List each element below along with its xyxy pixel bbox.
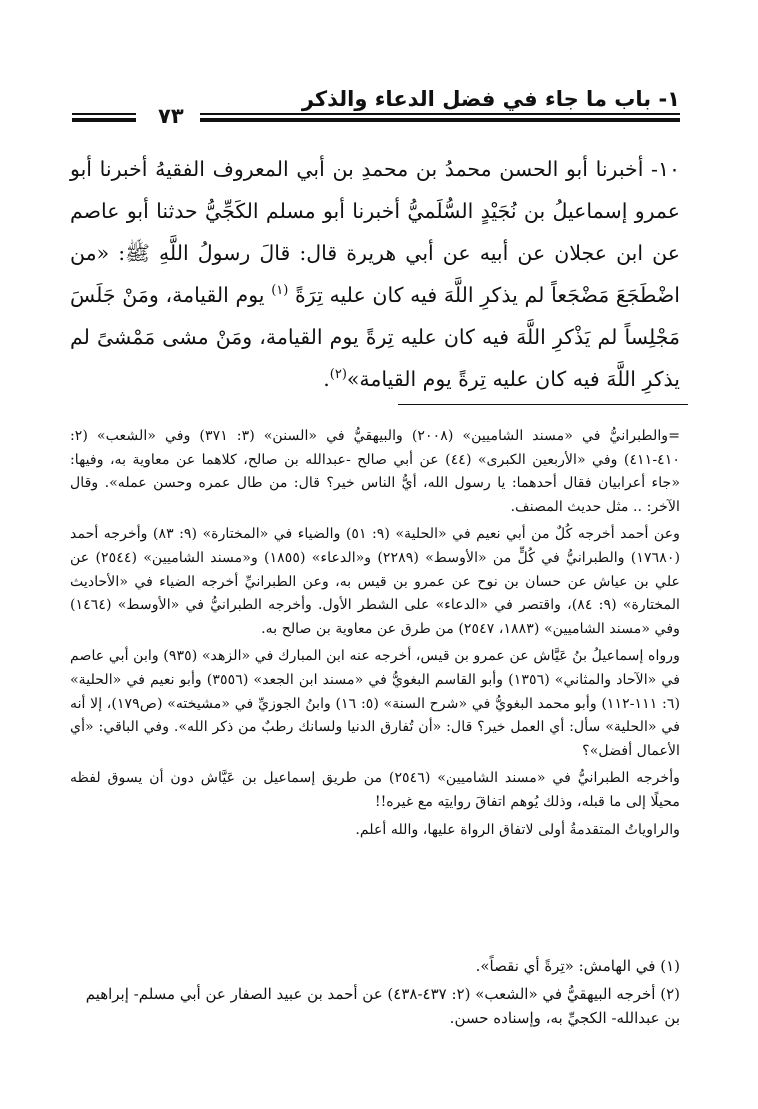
footnote-marker-1: (١) bbox=[271, 283, 289, 299]
chapter-title: ١- باب ما جاء في فضل الدعاء والذكر bbox=[301, 87, 680, 111]
page-header bbox=[72, 86, 680, 126]
header-rule-right-thick bbox=[200, 118, 680, 122]
note-paragraph-2: وعن أحمد أخرجه كُلٌ من أبي نعيم في «الحلية» (٩: ٥١) والضياء في «المختارة» (٩: ٨٣) وأخرجه أحمد (١٧٦٨٠) والطبرانيُّ في كُلٍّ من «الأوسط» (٢٢٨٩) و«الدعاء» (١٨٥٥) و«مسند الشاميين» (٢٥٤٤) عن علي بن عياش عن حسان بن نوح عن عمرو بن قيس به، وعن الطبرانيِّ أخرجه الضياء في «الأحاديث المختارة» (٩: ٨٤)، واقتصر في «الدعاء» على الشطر الأول. وأخرجه الطبرانيُّ في «الأوسط» (١٤٦٤) وفي «مسند الشاميين» (١٨٨٣، ٢٥٤٧) من طرق عن معاوية بن صالح به. bbox=[70, 526, 681, 637]
header-rule-left-thick bbox=[72, 118, 136, 122]
footnote-separator bbox=[398, 404, 688, 405]
note-paragraph-3: ورواه إسماعيلُ بنُ عَيَّاش عن عمرو بن قيس، أخرجه عنه ابن المبارك في «الزهد» (٩٣٥) وابن أبي عاصم في «الآحاد والمثاني» (١٣٥٦) وأبو القاسم البغويُّ في «مسند ابن الجعد» (٣٥٥٦) وأبو نعيم في «الحلية» (٦: ١١١-١١٢) وأبو محمد البغويُّ في «شرح السنة» (٥: ١٦) وابنُ الجوزيِّ في «مشيخته» (ص١٧٩)، إلا أنه في «الحلية» سأل: أي العمل خير؟ قال: «أن تُفارق الدنيا ولسانك رطبٌ من ذكر الله». وفي الباقي: «أي الأعمال أفضل»؟ bbox=[70, 648, 681, 759]
hadith-text-end: . bbox=[323, 367, 330, 391]
header-rule-right-thin bbox=[200, 113, 680, 115]
hadith-text-part-2: يوم القيامة، ومَنْ جَلَسَ مَجْلِساً لم يَذْكرِ اللَّهَ فيه كان عليه تِرةً يوم القيامة، ومَنْ مشى مَمْشىً لم يذكرِ اللَّهَ فيه كان عليه تِرةً يوم القيامة» bbox=[70, 283, 680, 391]
hadith-paragraph bbox=[70, 148, 680, 400]
header-rule-left-thin bbox=[72, 113, 136, 115]
footnotes bbox=[70, 954, 680, 1034]
footnote-2: (٢) أخرجه البيهقيُّ في «الشعب» (٢: ٤٣٧-٤٣٨) عن أحمد بن عبيد الصفار عن أبي مسلم- إبراهيم بن عبدالله- الكجيِّ به، وإسناده حسن. bbox=[85, 985, 680, 1027]
hadith-text bbox=[70, 148, 680, 400]
note-paragraph-5: والراوياتُ المتقدمةُ أولى لاتفاق الرواة عليها، والله أعلم. bbox=[355, 821, 680, 838]
hadith-text-part-1: ١٠- أخبرنا أبو الحسن محمدُ بن محمدِ بن أبي المعروف الفقيهُ أخبرنا أبو عمرو إسماعيلُ بن نُجَيْدٍ السُّلَميُّ أخبرنا أبو مسلم الكَجِّيُّ حدثنا أبو عاصم عن ابن عجلان عن أبيه عن أبي هريرة قال: قالَ رسولُ اللَّهِ ﷺ: «من اضْطَجَعَ مَضْجَعاً لم يذكرِ اللَّهَ فيه كان عليه تِرَةً bbox=[70, 157, 680, 307]
commentary-notes bbox=[70, 425, 680, 846]
page-number: ٧٣ bbox=[158, 104, 184, 128]
note-paragraph-4: وأخرجه الطبرانيُّ في «مسند الشاميين» (٢٥٤٦) من طريق إسماعيل بن عَيَّاش دون أن يسوق لفظه محيلًا إلى ما قبله، وذلك يُوهم اتفاقَ روايتِه مع غيره!! bbox=[70, 770, 680, 810]
footnote-marker-2: (٢) bbox=[329, 367, 347, 383]
footnote-1: (١) في الهامش: «تِرةً أي نقصاً». bbox=[475, 957, 680, 975]
note-paragraph-1: =والطبرانيُّ في «مسند الشاميين» (٢٠٠٨) والبيهقيُّ في «السنن» (٣: ٣٧١) وفي «الشعب» (٢: ٤١٠-٤١١) وفي «الأربعين الكبرى» (٤٤) عن أبي صالح -عبدالله بن صالح، كلاهما عن معاوية به، وفيها: «جاء أعرابيان فقال أحدهما: يا رسول الله، أيُّ الناس خير؟ قال: من طال عمره وحسن عمله». وقال الآخر: .. مثل حديث المصنف. bbox=[70, 428, 680, 515]
